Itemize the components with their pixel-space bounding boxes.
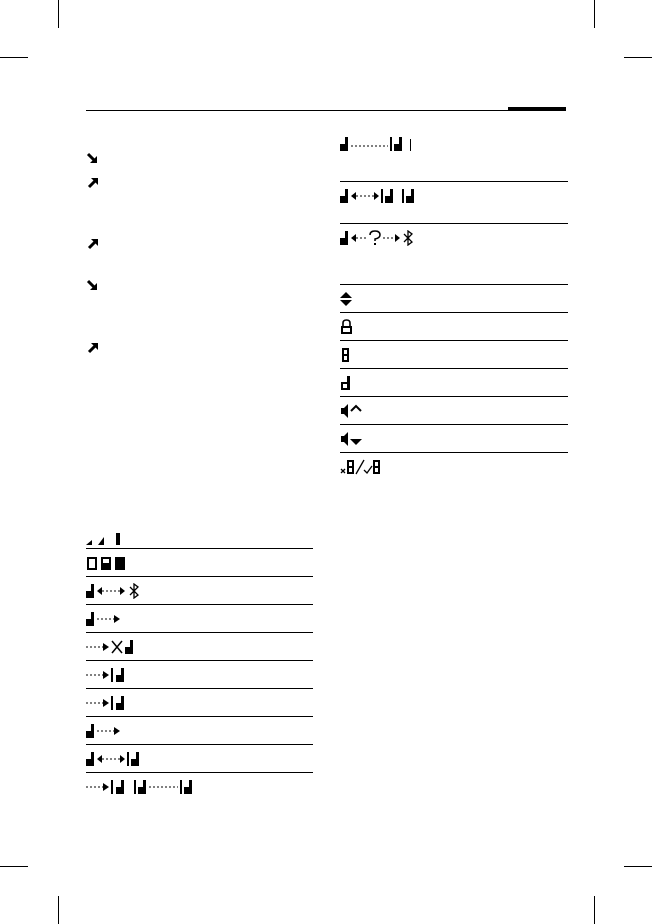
table-row bbox=[86, 605, 313, 633]
send-blocked-phone-icon bbox=[86, 639, 146, 655]
crop-mark bbox=[594, 896, 595, 924]
table-row bbox=[86, 745, 313, 773]
table-row bbox=[340, 341, 568, 369]
table-row bbox=[340, 369, 568, 397]
call-incoming-icon bbox=[86, 278, 100, 292]
phone-icon bbox=[340, 375, 354, 391]
crop-mark bbox=[0, 57, 28, 58]
crossed-check-handset-icon bbox=[340, 459, 390, 475]
header-rule bbox=[86, 110, 566, 111]
crop-mark bbox=[594, 0, 595, 28]
phone-send-icon bbox=[86, 611, 126, 627]
crop-mark bbox=[58, 896, 59, 924]
table-row bbox=[86, 661, 313, 689]
table-row bbox=[340, 285, 568, 313]
table-row bbox=[86, 717, 313, 745]
handset-icon bbox=[340, 347, 354, 363]
receive-phone-icon bbox=[86, 667, 136, 683]
crop-mark bbox=[0, 866, 28, 867]
table-row bbox=[340, 224, 568, 285]
table-row bbox=[86, 633, 313, 661]
scroll-arrows-icon bbox=[340, 291, 354, 307]
call-incoming-icon bbox=[86, 151, 100, 165]
data-transfer-dotted-icon bbox=[340, 136, 420, 152]
data-transfer-both-ways-icon bbox=[340, 188, 430, 204]
table-row bbox=[340, 130, 568, 182]
table-row bbox=[86, 549, 313, 577]
receive-phone-transfer-icon bbox=[86, 779, 206, 795]
lock-icon bbox=[340, 319, 354, 335]
volume-down-icon bbox=[340, 431, 364, 447]
table-row bbox=[86, 773, 313, 801]
receive-phone-icon bbox=[86, 695, 136, 711]
table-row bbox=[340, 313, 568, 341]
data-transfer-unknown-bluetooth-icon bbox=[340, 230, 430, 246]
call-outgoing-icon bbox=[86, 341, 100, 355]
call-outgoing-icon bbox=[86, 176, 100, 190]
volume-up-icon bbox=[340, 403, 364, 419]
table-row bbox=[340, 425, 568, 453]
crop-mark bbox=[624, 866, 652, 867]
table-row bbox=[340, 182, 568, 224]
table-row bbox=[86, 524, 313, 549]
battery-levels-icon bbox=[86, 555, 130, 571]
table-row bbox=[340, 397, 568, 425]
table-row bbox=[86, 577, 313, 605]
table-row bbox=[86, 689, 313, 717]
header-tab bbox=[508, 107, 566, 111]
call-outgoing-icon bbox=[86, 237, 100, 251]
phone-bluetooth-transfer-icon bbox=[86, 583, 156, 599]
crop-mark bbox=[624, 57, 652, 58]
table-row bbox=[340, 453, 568, 481]
phone-exchange-icon bbox=[86, 751, 156, 767]
signal-strength-icon bbox=[86, 530, 126, 546]
phone-send-icon bbox=[86, 723, 126, 739]
crop-mark bbox=[58, 0, 59, 28]
